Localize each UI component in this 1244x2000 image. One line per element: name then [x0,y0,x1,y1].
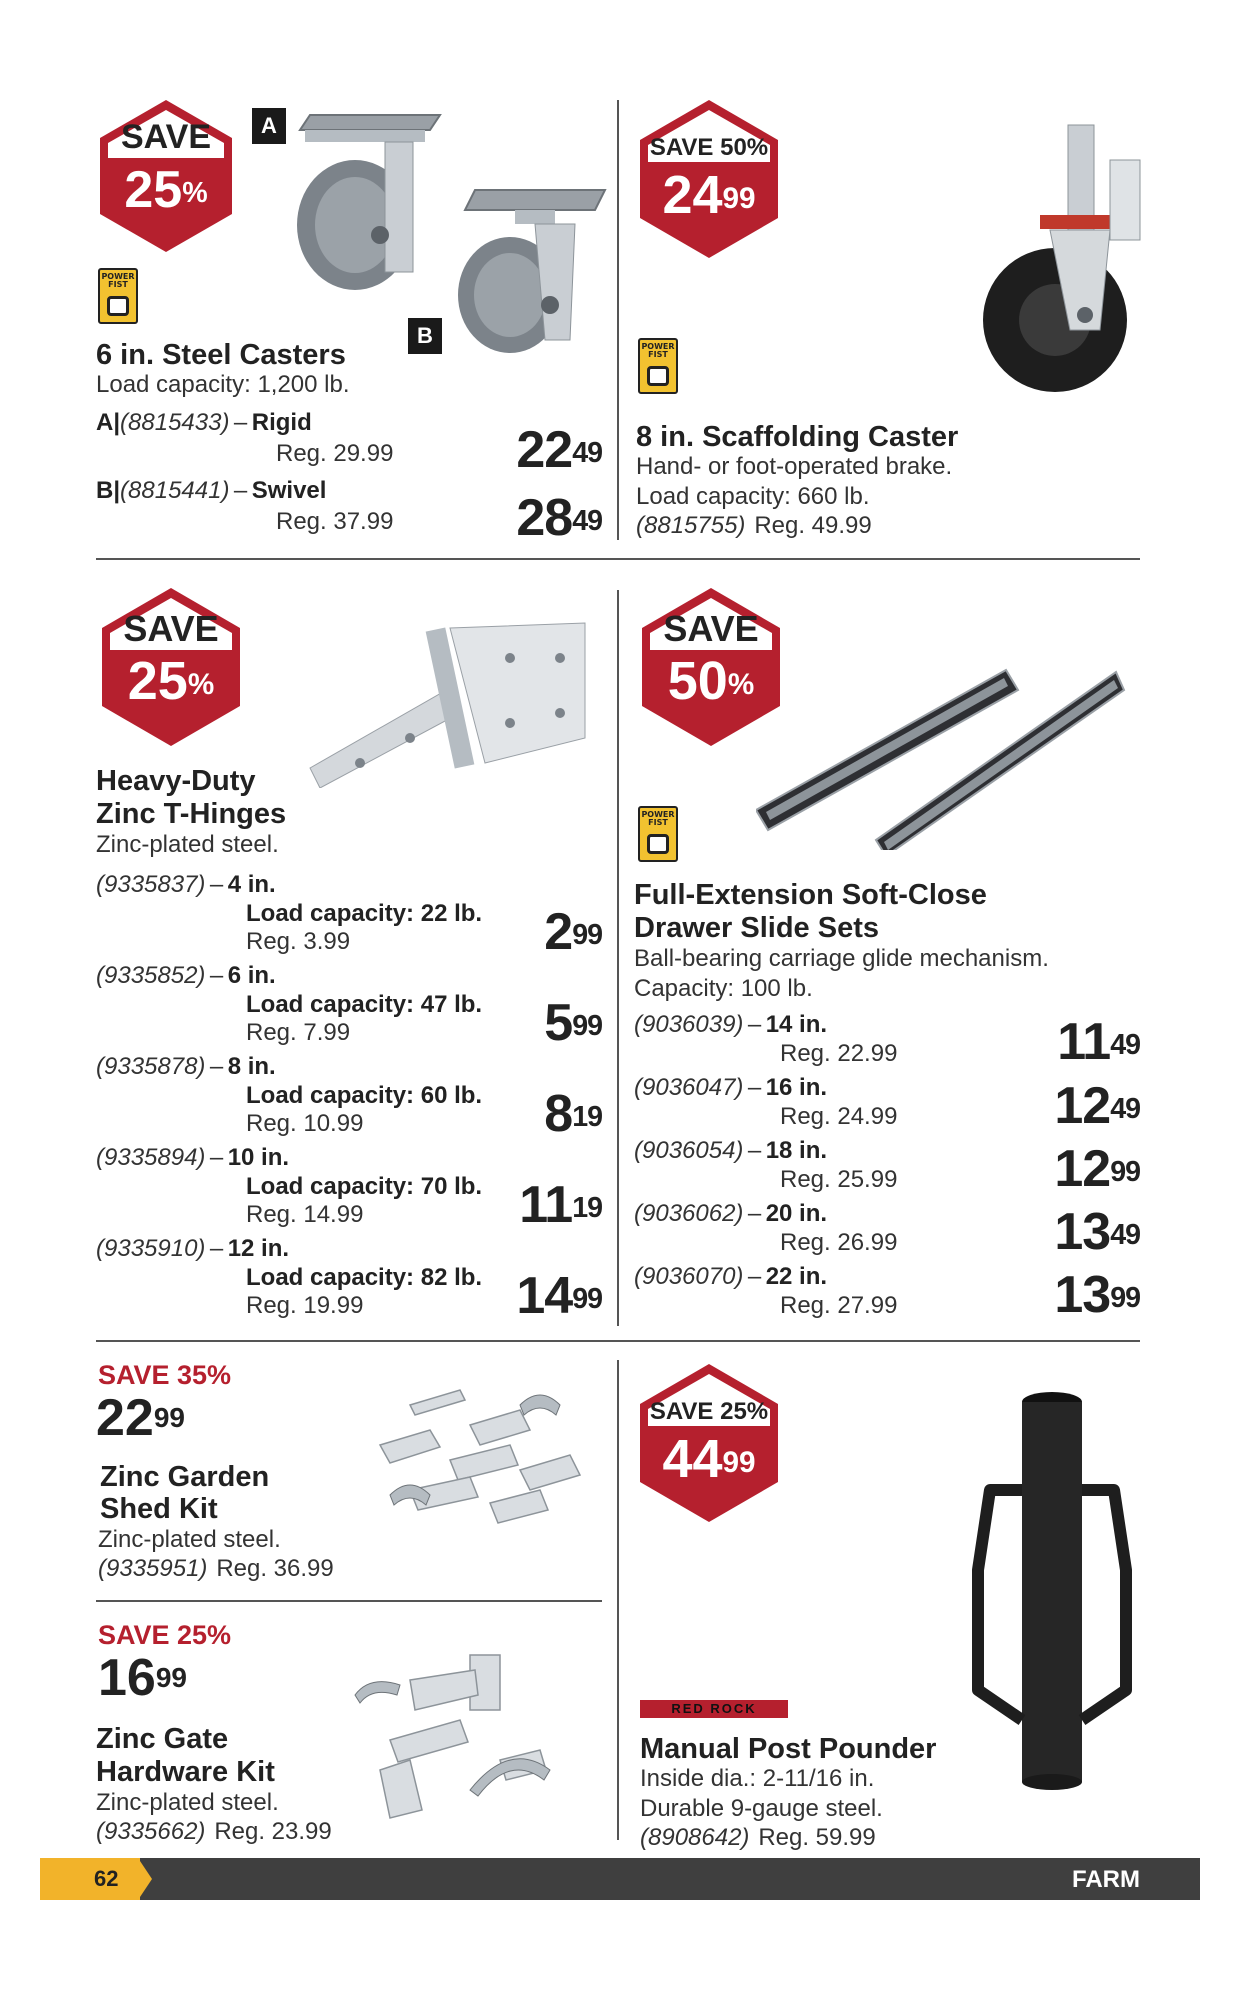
load-capacity: Load capacity: 70 lb. [246,1173,483,1200]
sale-price: $14^{99}$ [516,1267,602,1325]
sku-line: (9335951) Reg. 36.99 [98,1555,334,1582]
product-title: 6 in. Steel Casters [96,339,346,371]
power-fist-logo: POWER FIST [638,338,678,394]
swivel-caster-image [455,180,615,360]
sale-price: $12^{99}$ [1054,1140,1140,1198]
product-description: Hand- or foot-operated brake. [636,453,953,480]
product-title: Heavy-Duty [96,765,256,797]
sale-price: $22^{49}$ [516,421,602,479]
sale-price: $22^{99}$ [96,1389,185,1447]
sku-line: (8908642) Reg. 59.99 [640,1824,876,1851]
save-badge [96,98,236,254]
regular-price: Reg. 14.99 [246,1201,364,1228]
section-divider [96,1340,1140,1342]
sale-price: $2^{99}$ [544,903,602,961]
save-label: SAVE 25% [649,1398,769,1425]
save-label: SAVE 35% [98,1360,232,1390]
sku-line: (8815755) Reg. 49.99 [636,512,872,539]
section-name: FARM [1072,1866,1140,1893]
save-label: SAVE 50% [649,134,769,161]
variant-row: A|(8815433) – Rigid [96,409,312,436]
drawer-slides-image [756,660,1126,850]
footer-bar [40,1858,1200,1900]
t-hinge-image [300,618,590,788]
scaffold-caster-image [960,120,1160,400]
save-percent: 25% [127,651,215,711]
save-badge [98,586,244,748]
variant-row: (9036047) – 16 in. [634,1074,828,1101]
regular-price: Reg. 27.99 [780,1292,898,1319]
regular-price: Reg. 24.99 [780,1103,898,1130]
regular-price: Reg. 19.99 [246,1292,364,1319]
regular-price: Reg. 29.99 [276,440,394,467]
product-description: Ball-bearing carriage glide mechanism. [634,945,1049,972]
variant-row: (9335878) – 8 in. [96,1053,276,1080]
load-capacity: Load capacity: 60 lb. [246,1082,483,1109]
product-title: Shed Kit [100,1493,218,1525]
save-badge [636,98,782,260]
variant-row: (9036039) – 14 in. [634,1011,828,1038]
save-label: SAVE [123,608,219,649]
regular-price: Reg. 10.99 [246,1110,364,1137]
power-fist-logo: POWER FIST [638,806,678,862]
sku-line: (9335662) Reg. 23.99 [96,1818,332,1845]
sale-price: $11^{19}$ [519,1176,602,1234]
load-capacity: Load capacity: 22 lb. [246,900,483,927]
save-percent: 25% [124,161,208,219]
product-title: Zinc T-Hinges [96,798,287,830]
sale-price: $5^{99}$ [544,994,602,1052]
product-description: Durable 9-gauge steel. [640,1795,883,1822]
product-title: Hardware Kit [96,1756,275,1788]
product-description: Capacity: 100 lb. [634,975,813,1002]
product-title: 8 in. Scaffolding Caster [636,421,959,453]
shed-kit-image [370,1385,600,1550]
product-description: Zinc-plated steel. [96,831,279,858]
regular-price: Reg. 37.99 [276,508,394,535]
page-tab-arrow [138,1858,152,1900]
regular-price: Reg. 7.99 [246,1019,351,1046]
save-badge [636,1362,782,1524]
variant-row: (9036054) – 18 in. [634,1137,828,1164]
rigid-caster-image [290,105,450,295]
product-description: Load capacity: 660 lb. [636,483,870,510]
section-divider [96,558,1140,560]
badge-price: $44^{99}$ [662,1429,756,1489]
save-label: SAVE [663,608,759,649]
sale-price: $8^{19}$ [544,1085,602,1143]
product-description: Zinc-plated steel. [98,1526,281,1553]
product-title: Zinc Gate [96,1723,229,1755]
product-description: Zinc-plated steel. [96,1789,279,1816]
label-b: B [408,318,442,354]
sale-price: $11^{49}$ [1057,1013,1140,1071]
column-divider [617,1360,619,1840]
product-description: Inside dia.: 2-11/16 in. [640,1765,875,1792]
variant-row: (9335837) – 4 in. [96,871,276,898]
product-title: Full-Extension Soft-Close [634,879,987,911]
red-rock-logo: RED ROCK [640,1700,788,1718]
product-description: Load capacity: 1,200 lb. [96,371,350,398]
column-divider [617,100,619,540]
save-percent: 50% [667,651,755,711]
sale-price: $28^{49}$ [516,489,602,547]
page-number-tab [40,1858,140,1900]
sale-price: $16^{99}$ [98,1649,187,1707]
variant-row: (9036062) – 20 in. [634,1200,828,1227]
load-capacity: Load capacity: 47 lb. [246,991,483,1018]
regular-price: Reg. 25.99 [780,1166,898,1193]
product-title: Manual Post Pounder [640,1733,937,1765]
variant-row: B|(8815441) – Swivel [96,477,327,504]
label-a: A [252,108,286,144]
product-title: Drawer Slide Sets [634,912,879,944]
badge-price: $24^{99}$ [662,165,756,225]
sale-price: $12^{49}$ [1054,1077,1140,1135]
regular-price: Reg. 22.99 [780,1040,898,1067]
power-fist-logo: POWER FIST [98,268,138,324]
regular-price: Reg. 26.99 [780,1229,898,1256]
gate-kit-image [350,1650,570,1820]
post-pounder-image [970,1390,1140,1790]
load-capacity: Load capacity: 82 lb. [246,1264,483,1291]
column-divider [617,590,619,1326]
variant-row: (9036070) – 22 in. [634,1263,828,1290]
sale-price: $13^{99}$ [1054,1266,1140,1324]
variant-row: (9335910) – 12 in. [96,1235,290,1262]
variant-row: (9335894) – 10 in. [96,1144,290,1171]
variant-row: (9335852) – 6 in. [96,962,276,989]
section-divider [96,1600,602,1602]
save-label: SAVE 25% [98,1620,232,1650]
save-label: SAVE [120,118,212,156]
page-number: 62 [94,1866,119,1891]
regular-price: Reg. 3.99 [246,928,351,955]
product-title: Zinc Garden [100,1461,270,1493]
sale-price: $13^{49}$ [1054,1203,1140,1261]
